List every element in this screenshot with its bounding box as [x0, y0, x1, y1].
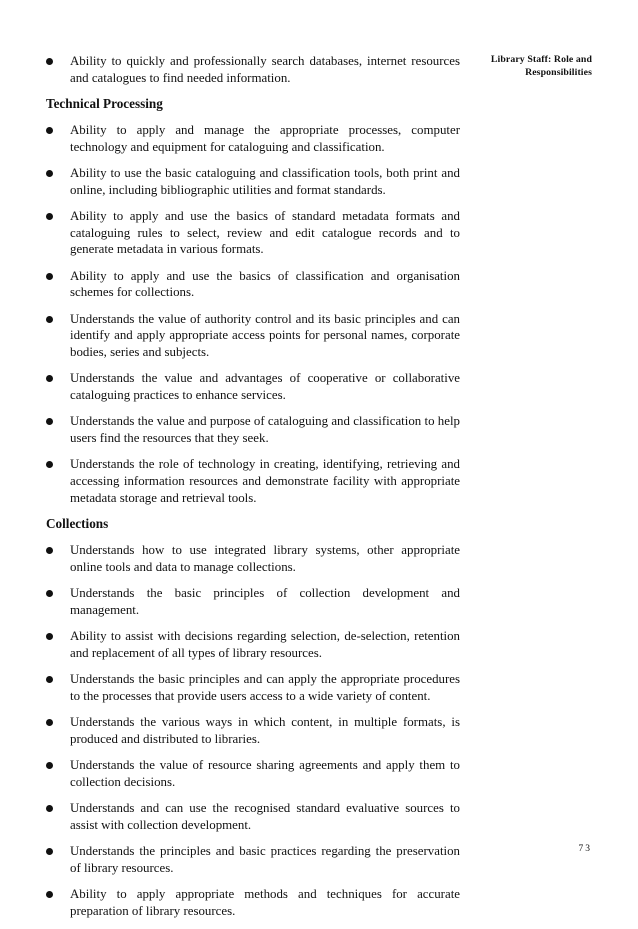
- bullet-icon: [46, 805, 53, 812]
- list-item: [46, 165, 460, 198]
- item-text: Ability to apply appropriate methods and techniques for accurate preparation of library resources.: [70, 887, 460, 918]
- bullet-icon: [46, 375, 53, 382]
- bullet-icon: [46, 719, 53, 726]
- item-text: Understands the role of technology in creating, identifying, retrieving and accessing information resources and demonstrate facility with appropriate metadata storage and retrieval tools.: [70, 457, 460, 505]
- bullet-icon: [46, 127, 53, 134]
- technical-processing-list: [46, 122, 460, 507]
- list-item: [46, 413, 460, 446]
- list-item: [46, 628, 460, 661]
- bullet-icon: [46, 213, 53, 220]
- bullet-icon: [46, 58, 53, 65]
- list-item: [46, 585, 460, 618]
- list-item: [46, 714, 460, 747]
- bullet-icon: [46, 316, 53, 323]
- bullet-icon: [46, 891, 53, 898]
- bullet-icon: [46, 273, 53, 280]
- intro-list: [46, 53, 460, 86]
- item-text: Ability to quickly and professionally search databases, internet resources and catalogues to find needed information.: [70, 54, 460, 85]
- running-header: Library Staff: Role and Responsibilities: [490, 54, 592, 78]
- item-text: Understands how to use integrated library systems, other appropriate online tools and data to manage collections.: [70, 543, 460, 574]
- list-item: [46, 122, 460, 155]
- list-item: [46, 671, 460, 704]
- list-item: [46, 800, 460, 833]
- item-text: Ability to apply and use the basics of standard metadata formats and cataloguing rules to select, review and edit catalogue records and to generate metadata in various formats.: [70, 209, 460, 257]
- section-heading-collections: Collections: [46, 516, 109, 532]
- item-text: Ability to assist with decisions regarding selection, de-selection, retention and replacement of all types of library resources.: [70, 629, 460, 660]
- list-item: [46, 268, 460, 301]
- bullet-icon: [46, 590, 53, 597]
- item-text: Ability to use the basic cataloguing and classification tools, both print and online, including bibliographic utilities and format standards.: [70, 166, 460, 197]
- list-item: [46, 53, 460, 86]
- item-text: Ability to apply and use the basics of classification and organisation schemes for collections.: [70, 268, 460, 300]
- item-text: Understands the principles and basic practices regarding the preservation of library resources.: [70, 844, 460, 875]
- item-text: Understands the value and advantages of cooperative or collaborative cataloguing practices to enhance services.: [70, 371, 460, 403]
- item-text: Understands and can use the recognised standard evaluative sources to assist with collection development.: [70, 801, 460, 832]
- item-text: Ability to apply and manage the appropriate processes, computer technology and equipment for cataloguing and classification.: [70, 123, 460, 154]
- bullet-icon: [46, 848, 53, 855]
- item-text: Understands the value and purpose of cataloguing and classification to help users find the resources that they seek.: [70, 414, 460, 446]
- page-number: 73: [578, 844, 592, 854]
- bullet-icon: [46, 418, 53, 425]
- list-item: [46, 757, 460, 790]
- list-item: [46, 542, 460, 575]
- bullet-icon: [46, 762, 53, 769]
- list-item: [46, 370, 460, 403]
- bullet-icon: [46, 633, 53, 640]
- item-text: Understands the basic principles and can apply the appropriate procedures to the processes that provide users access to a wide variety of content.: [70, 672, 460, 703]
- bullet-icon: [46, 676, 53, 683]
- main-content: [46, 53, 460, 929]
- bullet-icon: [46, 170, 53, 177]
- item-text: Understands the value of authority control and its basic principles and can identify and apply appropriate access points for personal names, corporate bodies, series and subjects.: [70, 311, 460, 360]
- section-heading-technical-processing: Technical Processing: [46, 96, 163, 111]
- item-text: Understands the basic principles of collection development and management.: [70, 586, 460, 617]
- list-item: [46, 843, 460, 876]
- item-text: Understands the value of resource sharing agreements and apply them to collection decisions.: [70, 758, 460, 789]
- bullet-icon: [46, 461, 53, 468]
- list-item: [46, 208, 460, 258]
- bullet-icon: [46, 547, 53, 554]
- list-item: [46, 456, 460, 506]
- list-item: [46, 311, 460, 361]
- collections-list: [46, 542, 460, 919]
- item-text: Understands the various ways in which content, in multiple formats, is produced and distributed to libraries.: [70, 715, 460, 746]
